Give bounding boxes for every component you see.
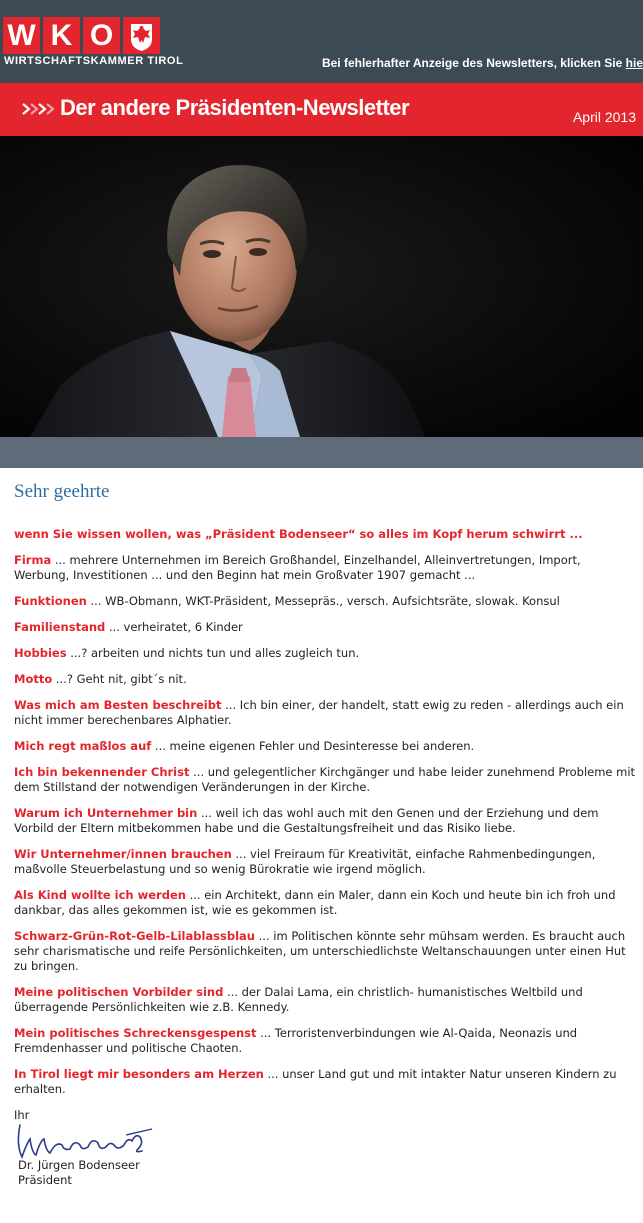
item-unternehmer	[14, 806, 636, 836]
item-text: ... und gelegentlicher Kirchgänger und habe leider zunehmend Probleme mit dem Stillstand der notwendigen Veränderungen in der Kirche.	[14, 765, 636, 794]
photo-footer-bar	[0, 437, 643, 468]
item-label: Wir Unternehmer/innen brauchen	[14, 847, 232, 861]
chevron-arrows-icon	[22, 102, 58, 116]
item-label: Schwarz-Grün-Rot-Gelb-Lilablassblau	[14, 929, 255, 943]
newsletter-title: Der andere Präsidenten-Newsletter	[60, 95, 410, 120]
item-kind	[14, 888, 636, 918]
item-label: Mich regt maßlos auf	[14, 739, 152, 753]
view-online-text: Bei fehlerhafter Anzeige des Newsletters, klicken Sie	[321, 56, 626, 70]
item-funktionen	[14, 594, 636, 609]
signature-block	[14, 1115, 214, 1195]
item-beschreibung	[14, 698, 636, 728]
item-text: ... WB-Obmann, WKT-Präsident, Messepräs., versch. Aufsichtsräte, slowak. Konsul	[86, 594, 560, 608]
view-online-notice	[322, 56, 643, 70]
signer-info	[18, 1158, 140, 1188]
item-label: Firma	[14, 553, 52, 567]
item-label: Funktionen	[14, 594, 87, 608]
item-firma	[14, 553, 636, 583]
item-label: Als Kind wollte ich werden	[14, 888, 186, 902]
item-text: ...? arbeiten und nichts tun und alles zugleich tun.	[66, 646, 360, 660]
item-label: In Tirol liegt mir besonders am Herzen	[14, 1067, 264, 1081]
newsletter-banner	[0, 83, 643, 136]
item-label: Meine politischen Vorbilder sind	[14, 985, 224, 999]
president-portrait	[0, 136, 643, 437]
item-label: Mein politisches Schreckensgespenst	[14, 1026, 257, 1040]
greeting: Sehr geehrte	[14, 481, 110, 502]
tirol-eagle-icon	[123, 17, 160, 54]
item-motto	[14, 672, 636, 687]
item-label: Motto	[14, 672, 53, 686]
item-christ	[14, 765, 636, 795]
item-label: Was mich am Besten beschreibt	[14, 698, 222, 712]
newsletter-body	[14, 527, 636, 1123]
handwritten-signature	[14, 1115, 154, 1163]
wko-logo[interactable]	[3, 17, 184, 69]
item-text: ...? Geht nit, gibt´s nit.	[52, 672, 187, 686]
item-text: ... weil ich das wohl auch mit den Genen und der Erziehung und dem Vorbild der Eltern mitbekommen habe und die Gestaltungsfreiheit und das Risiko liebe.	[14, 806, 599, 835]
logo-letters	[3, 17, 160, 54]
item-text: ... Ich bin einer, der handelt, statt ewig zu reden - allerdings auch ein nicht immer berechenbares Alphatier.	[14, 698, 624, 727]
signer-title: Präsident	[18, 1173, 72, 1187]
logo-subtitle: WIRTSCHAFTSKAMMER TIROL	[4, 55, 184, 67]
item-farben	[14, 929, 636, 974]
view-online-link[interactable]: hie	[625, 56, 643, 70]
item-text: ... mehrere Unternehmen im Bereich Großhandel, Einzelhandel, Alleinvertretungen, Import, Werbung, Investitionen ... und den Beginn hat mein Großvater 1907 gemacht ...	[14, 553, 581, 582]
item-vorbilder	[14, 985, 636, 1015]
item-regt-auf	[14, 739, 636, 754]
item-tirol	[14, 1067, 636, 1097]
item-text: ... der Dalai Lama, ein christlich- humanistisches Weltbild und überragende Persönlichkeiten wie z.B. Kennedy.	[14, 985, 583, 1014]
item-label: Hobbies	[14, 646, 67, 660]
item-text: ... viel Freiraum für Kreativität, einfache Rahmenbedingungen, maßvolle Steuerbelastung und so wenig Bürokratie wie irgend möglich.	[14, 847, 596, 876]
item-text: ... im Politischen könnte sehr mühsam werden. Es braucht auch sehr charismatische und reife Persönlichkeiten, um unterschiedlichste Weltanschauungen unter einen Hut zu bringen.	[14, 929, 626, 973]
item-text: ... unser Land gut und mit intakter Natur unseren Kindern zu erhalten.	[14, 1067, 617, 1096]
signer-name: Dr. Jürgen Bodenseer	[18, 1158, 140, 1172]
item-label: Familienstand	[14, 620, 106, 634]
intro-text: wenn Sie wissen wollen, was „Präsident Bodenseer“ so alles im Kopf herum schwirrt ...	[14, 527, 583, 541]
newsletter-date: April 2013	[572, 109, 636, 125]
item-schreckensgespenst	[14, 1026, 636, 1056]
item-familienstand	[14, 620, 636, 635]
item-text: ... meine eigenen Fehler und Desinteresse bei anderen.	[151, 739, 475, 753]
item-text: ... Terroristenverbindungen wie Al-Qaida, Neonazis und Fremdenhasser und politische Chaoten.	[14, 1026, 578, 1055]
item-label: Ich bin bekennender Christ	[14, 765, 190, 779]
item-brauchen	[14, 847, 636, 877]
header-bar	[0, 0, 643, 83]
item-text: ... ein Architekt, dann ein Maler, dann ein Koch und heute bin ich froh und dankbar, das alles gekommen ist, wie es gekommen ist.	[14, 888, 616, 917]
logo-letter-k: K	[43, 17, 80, 54]
closing-text: Ihr	[14, 1108, 30, 1122]
logo-letter-w: W	[3, 17, 40, 54]
item-text: ... verheiratet, 6 Kinder	[105, 620, 243, 634]
item-label: Warum ich Unternehmer bin	[14, 806, 198, 820]
item-hobbies	[14, 646, 636, 661]
logo-letter-o: O	[83, 17, 120, 54]
